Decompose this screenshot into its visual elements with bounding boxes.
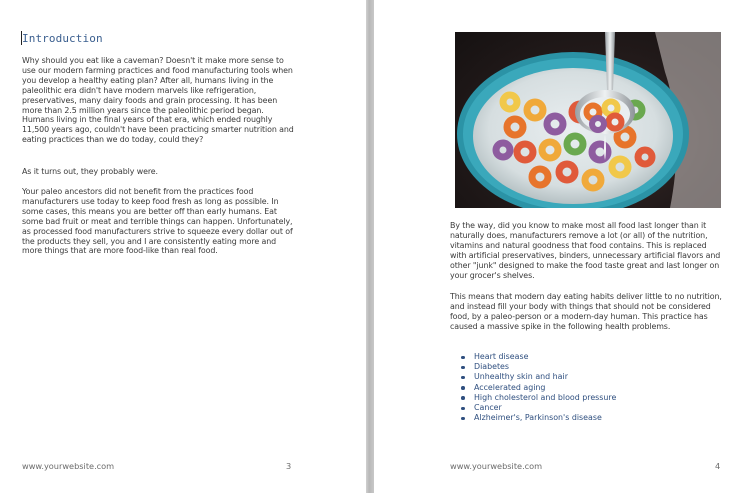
- section-heading[interactable]: Introduction: [22, 32, 103, 45]
- paragraph-3[interactable]: Your paleo ancestors did not benefit from the practices food manufacturers use today to keep food fresh as long as possible. In some cases, this means you are better off than early humans. Eat some bad fruit or meat and terrible things can happen. Unfortunately, as processed food manufacturers strive to squeeze every dollar out of the products they sell, you and I are consistently eating more and more things that are more food-like than real food.: [22, 187, 293, 256]
- paragraph-2[interactable]: As it turns out, they probably were.: [22, 167, 158, 176]
- health-problems-list: [450, 352, 616, 423]
- list-item[interactable]: Heart disease: [474, 352, 616, 362]
- footer-url: www.yourwebsite.com: [450, 461, 543, 471]
- paragraph-5[interactable]: This means that modern day eating habits deliver little to no nutrition, and instead fill your body with things that should not be considered food, by a paleo-person or a modern-day human. This practice has caused a massive spike in the following health problems.: [450, 292, 722, 331]
- list-item[interactable]: Alzheimer's, Parkinson's disease: [474, 413, 616, 423]
- list-item[interactable]: Unhealthy skin and hair: [474, 372, 616, 382]
- cereal-bowl-illustration: [455, 32, 721, 208]
- document-page-left: [0, 0, 366, 493]
- document-page-right: [374, 0, 736, 493]
- list-item[interactable]: Cancer: [474, 403, 616, 413]
- paragraph-4[interactable]: By the way, did you know to make most all food last longer than it naturally does, manufacturers remove a lot (or all) of the nutrition, vitamins and natural goodness that food contains. This is replaced with artificial preservatives, binders, unnecessary artificial flavors and other "junk" designed to make the food taste great and last longer on your grocer's shelves.: [450, 221, 721, 280]
- page-number: 4: [715, 461, 721, 471]
- page-number: 3: [286, 461, 292, 471]
- cereal-bowl-photo[interactable]: [455, 32, 721, 208]
- list-item[interactable]: Accelerated aging: [474, 383, 616, 393]
- list-item[interactable]: High cholesterol and blood pressure: [474, 392, 617, 402]
- list-item[interactable]: Diabetes: [474, 362, 616, 372]
- footer-url: www.yourwebsite.com: [22, 461, 115, 471]
- paragraph-1[interactable]: Why should you eat like a caveman? Doesn't it make more sense to use our modern farming practices and food manufacturing tools when you develop a healthy eating plan? After all, humans living in the paleolithic era didn't have modern marvels like refrigeration, preservatives, many dairy foods and grain processing. It has been more than 2.5 million years since the paleolithic period began. Humans living in the final years of that era, which ended roughly 11,500 years ago, couldn't have been practicing smarter nutrition and eating practices than we do today, could they?: [22, 56, 294, 145]
- page-gutter: [366, 0, 374, 493]
